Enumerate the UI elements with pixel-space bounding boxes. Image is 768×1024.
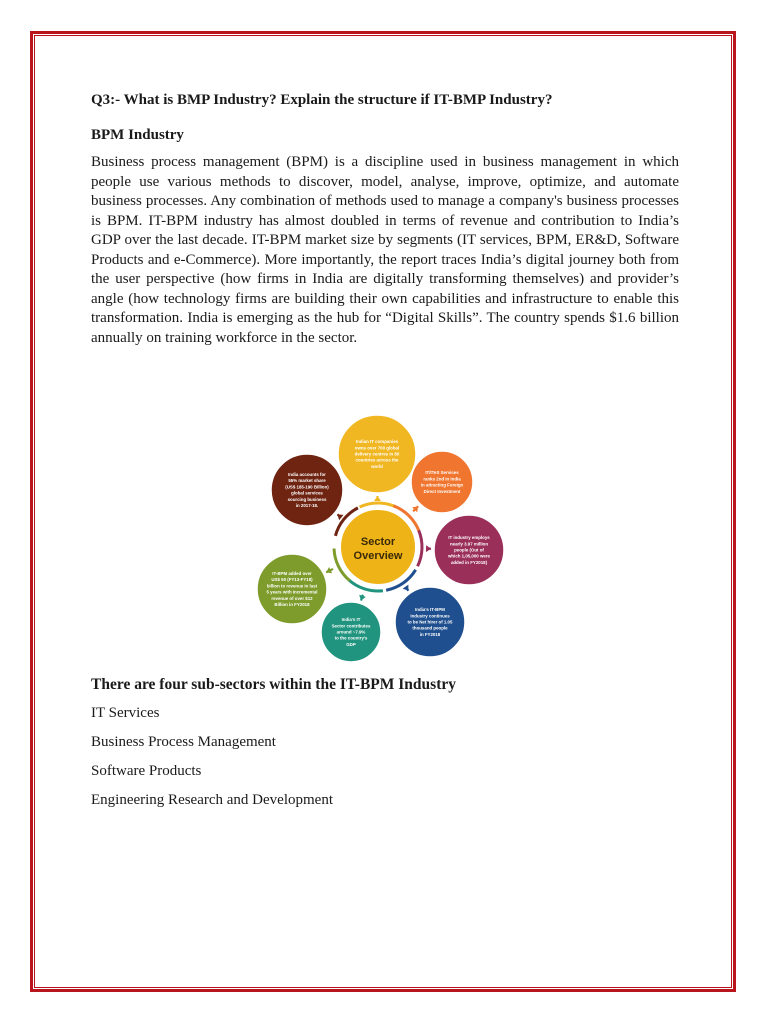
list-item: Software Products	[91, 763, 202, 779]
sector-node-label: IT industry employs	[448, 535, 490, 541]
sector-overview-diagram	[256, 408, 508, 670]
sector-node-label: world	[371, 463, 383, 469]
sector-node-label: people (Out of	[454, 547, 484, 553]
sector-node-label: IT/ITeS Services	[425, 470, 459, 476]
sector-node-label: to the country's	[334, 635, 368, 641]
sector-node-label: Billion in FY2018	[274, 602, 310, 608]
section-heading: BPM Industry	[91, 127, 184, 143]
list-item: Business Process Management	[91, 734, 276, 750]
sector-node-label: sourcing business	[287, 496, 327, 502]
sector-node-label: added in FY2018)	[450, 559, 488, 565]
sector-node-label: in attracting Foreign	[420, 482, 464, 488]
sector-node-label: to be Net hirer of 1.05	[407, 619, 453, 625]
sector-node-label: ranks 2nd in India	[423, 476, 461, 482]
arrowhead-icon	[426, 545, 431, 552]
sector-node-label: which 1,05,000 were	[448, 553, 490, 559]
sector-node-label: countries across the	[355, 457, 399, 463]
list-item: IT Services	[91, 705, 160, 721]
sector-node-label: in FY2018	[419, 631, 441, 637]
sector-node-label: India's IT	[341, 617, 361, 623]
sector-node-label: Industry continues	[410, 613, 450, 619]
sector-node-label: Sector contributes	[331, 623, 371, 629]
sector-node-label: 55% market share	[288, 478, 326, 484]
sector-node-label: 5 years with incremental	[266, 589, 318, 595]
body-paragraph: Business process management (BPM) is a discipline used in business management in which people use various methods to discover, model, analyse, improve, optimize, and automate business processes. Any combination of methods used to manage a company's business processes is BPM. IT-BPM industry has almost doubled in terms of revenue and contribution to India’s GDP over the last decade. IT-BPM market size by segments (IT services, BPM, ER&D, Software Products and e-Commerce). More importantly, the report traces India’s digital journey both from the user perspective (how firms in India are digitally transforming themselves) and provider’s angle (how technology firms are building their own capabilities and infrastructure to enable this transformation. India is emerging as the hub for “Digital Skills”. The country spends $1.6 billion annually on training workforce in the sector.	[91, 154, 679, 346]
sector-node-label: delivery centres in 80	[354, 451, 400, 457]
sector-node-label: India accounts for	[288, 472, 326, 478]
center-label: Overview	[353, 550, 403, 562]
sector-node-label: US$ 50 (FY13-FY18)	[271, 577, 313, 583]
arrowhead-icon	[403, 585, 409, 591]
sector-node-label: owns over 700 global	[354, 445, 400, 451]
sector-node-label: around ~7.9%	[336, 629, 366, 635]
question-heading: Q3:- What is BMP Industry? Explain the structure if IT-BMP Industry?	[91, 92, 553, 108]
sector-node-label: billion to revenue in last	[266, 583, 318, 589]
sector-node-label: nearly 3.97 million	[449, 541, 489, 547]
subsector-list	[91, 703, 333, 819]
center-label: Sector	[360, 536, 396, 548]
ring-segment	[360, 503, 396, 507]
list-item: Engineering Research and Development	[91, 792, 333, 808]
sector-node-label: in 2017-18.	[295, 503, 319, 509]
arrowhead-icon	[374, 496, 381, 501]
ring-segment	[418, 530, 422, 566]
sector-node-label: GDP	[346, 641, 356, 647]
subsectors-heading: There are four sub-sectors within the IT-BPM Industry	[91, 676, 456, 693]
sector-node-label: (US$ 185-190 Billion)	[285, 484, 329, 490]
arrowhead-icon	[412, 506, 418, 512]
document-body	[91, 92, 679, 348]
sector-node-label: Direct Investment	[423, 488, 461, 494]
sector-node-label: revenue of over $12	[271, 595, 313, 601]
sector-node-label: global services	[291, 490, 323, 496]
sector-node-label: IT-BPM added over	[272, 571, 312, 577]
sector-overview-svg	[256, 408, 508, 670]
sector-node-label: Indian IT companies	[355, 439, 399, 445]
sector-node-label: India's IT-BPM	[415, 607, 445, 613]
sector-node-label: thousand people	[412, 625, 448, 631]
